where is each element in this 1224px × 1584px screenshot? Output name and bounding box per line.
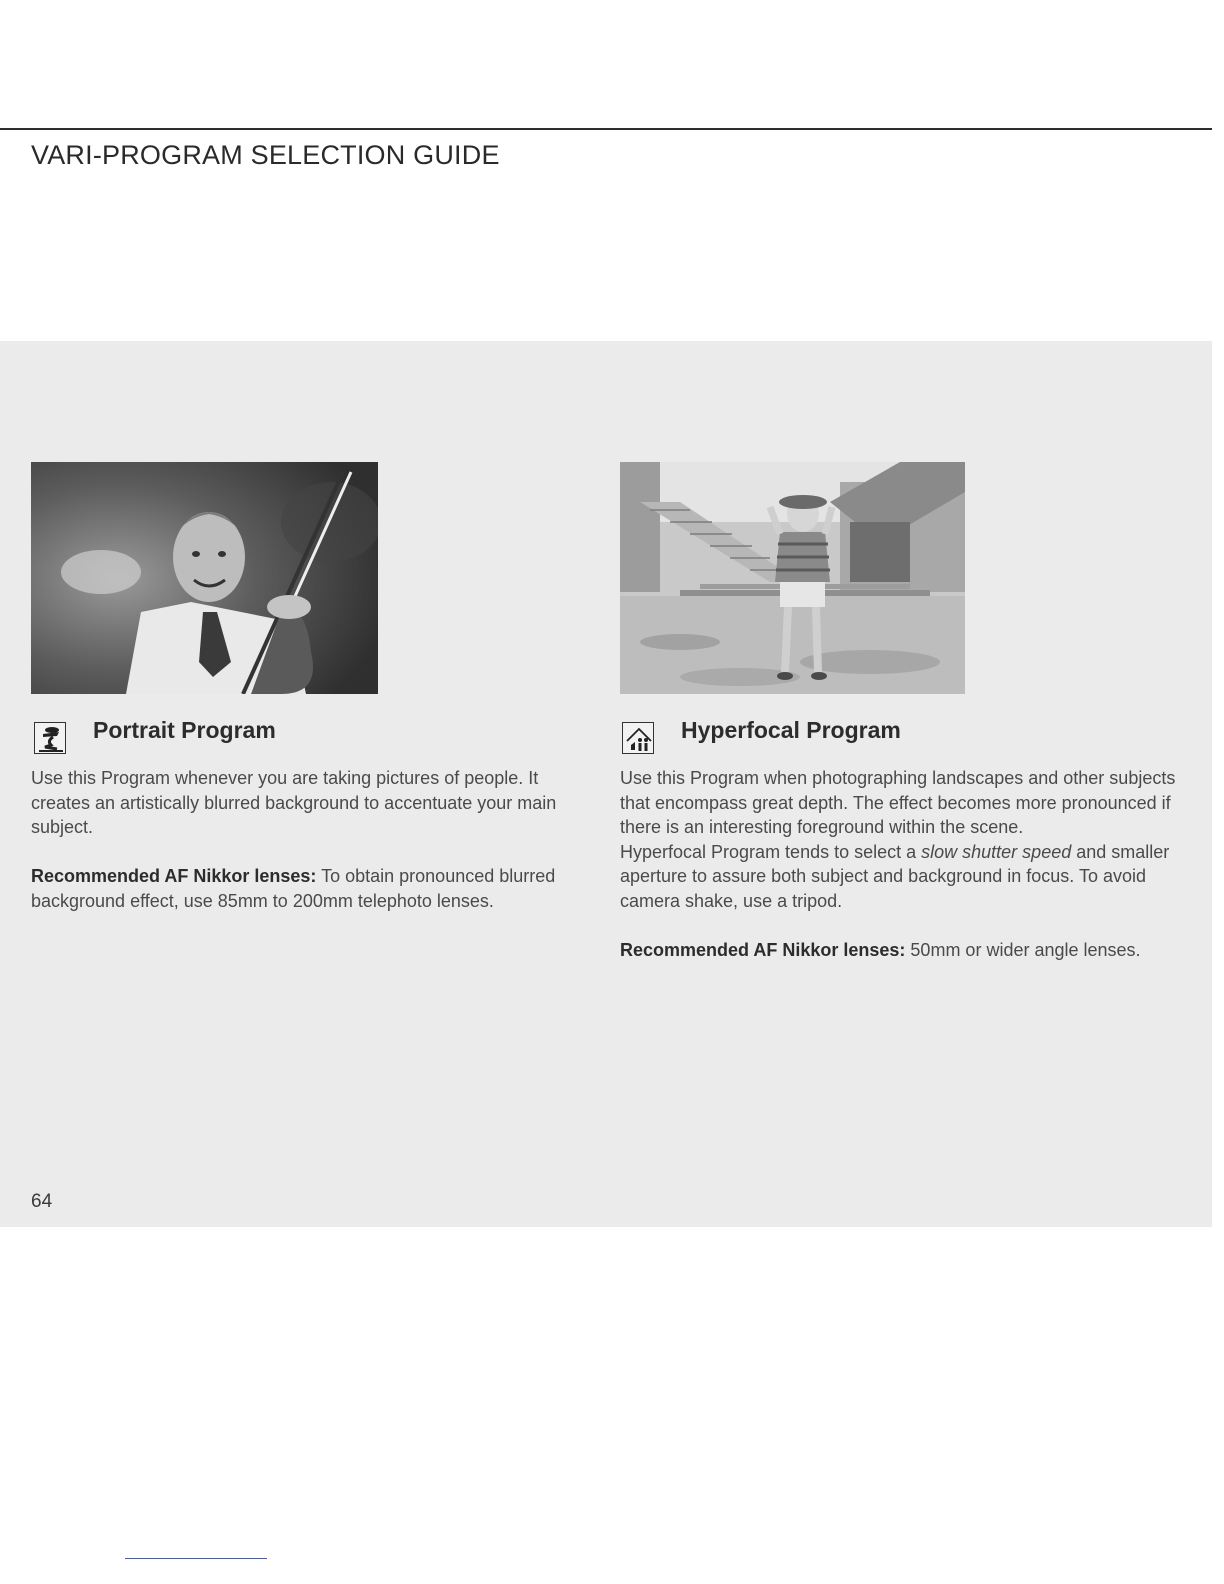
page-number: 64 xyxy=(31,1191,53,1212)
hyperfocal-tends-italic: slow shutter speed xyxy=(921,841,1072,862)
header-rule xyxy=(0,128,1212,130)
portrait-program-icon xyxy=(34,722,66,754)
link-underline[interactable] xyxy=(125,1558,267,1559)
portrait-heading xyxy=(34,718,276,754)
portrait-lens-label: Recommended AF Nikkor lenses: xyxy=(31,866,317,886)
hyperfocal-tends-prefix: Hyperfocal Program tends to select a xyxy=(620,841,922,862)
hyperfocal-body xyxy=(620,766,1180,962)
hyperfocal-heading xyxy=(622,718,901,754)
hyperfocal-tends xyxy=(620,840,1180,914)
hyperfocal-photo xyxy=(620,462,965,694)
hyperfocal-lens-recommendation xyxy=(620,938,1180,963)
portrait-lens-text: To obtain pronounced blurred background effect, use 85mm to 200mm telephoto lenses. xyxy=(31,866,556,911)
portrait-photo xyxy=(31,462,378,694)
portrait-title: Portrait Program xyxy=(93,717,276,743)
hyperfocal-program-icon xyxy=(622,722,654,754)
hyperfocal-lens-text: 50mm or wider angle lenses. xyxy=(905,939,1141,960)
portrait-description: Use this Program whenever you are taking pictures of people. It creates an artistically blurred background to accentuate your main subject. xyxy=(31,768,557,837)
hyperfocal-description: Use this Program when photographing landscapes and other subjects that encompass great depth. The effect becomes more pronounced if there is an interesting foreground within the scene. xyxy=(620,768,1176,837)
page-title: VARI-PROGRAM SELECTION GUIDE xyxy=(31,140,500,170)
hyperfocal-lens-label: Recommended AF Nikkor lenses: xyxy=(620,939,906,960)
portrait-body xyxy=(31,766,593,913)
hyperfocal-title: Hyperfocal Program xyxy=(681,717,901,743)
portrait-lens-recommendation xyxy=(31,864,593,913)
hyperfocal-tends-suffix: and smaller aperture to assure both subject and background in focus. To avoid camera shake, use a tripod. xyxy=(620,841,1170,911)
